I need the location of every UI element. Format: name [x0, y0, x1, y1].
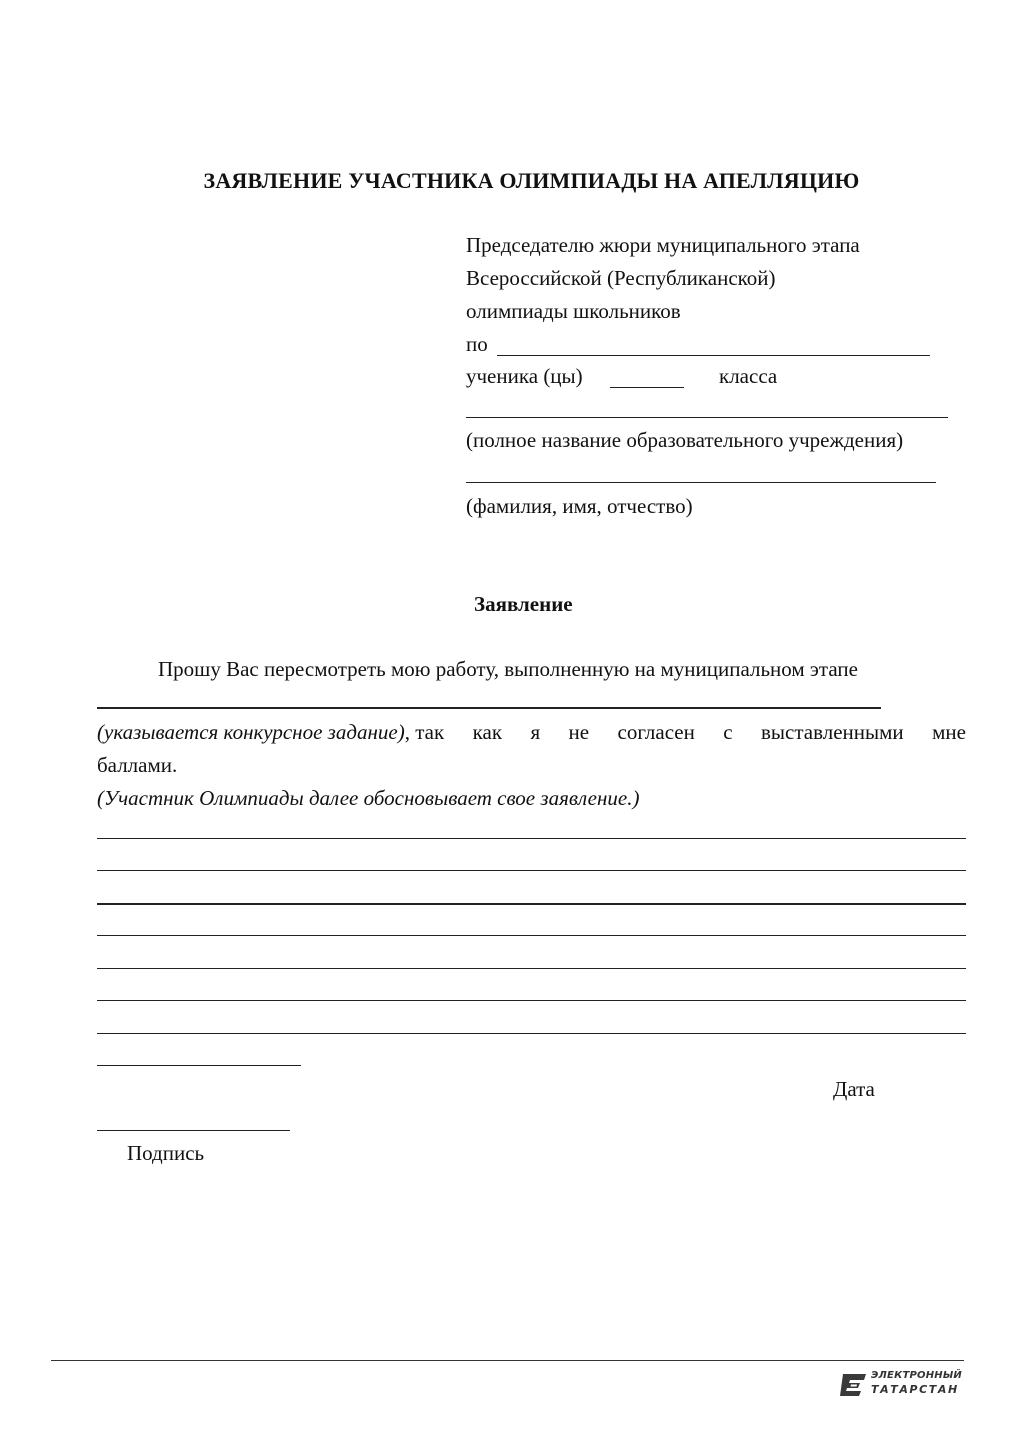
electronic-tatarstan-logo [838, 1370, 962, 1400]
class-blank-line[interactable] [610, 387, 684, 388]
justification-line[interactable] [97, 838, 966, 839]
date-blank-line[interactable] [97, 1065, 301, 1066]
addressee-line-1: Председателю жюри муниципального этапа [466, 233, 860, 257]
name-blank-line[interactable] [466, 482, 936, 483]
school-caption: (полное название образовательного учреждения) [466, 428, 904, 452]
logo-text-line-2: ТАТАРСТАН [871, 1383, 959, 1396]
justification-note: (Участник Олимпиады далее обосновывает свое заявление.) [97, 786, 640, 810]
subject-blank-line[interactable] [497, 355, 930, 356]
subject-prefix: по [466, 332, 488, 356]
footer-divider [51, 1360, 964, 1361]
request-text: Прошу Вас пересмотреть мою работу, выполненную на муниципальном этапе [158, 657, 858, 681]
logo-text-line-1: ЭЛЕКТРОННЫЙ [871, 1370, 962, 1381]
signature-label: Подпись [127, 1141, 205, 1165]
class-label: класса [719, 364, 778, 388]
justification-line[interactable] [97, 968, 966, 969]
reason-word: не [568, 720, 590, 744]
statement-heading: Заявление [474, 592, 573, 616]
student-label: ученика (цы) [466, 364, 583, 388]
reason-word: согласен [617, 720, 695, 744]
addressee-line-3: олимпиады школьников [466, 299, 681, 323]
signature-blank-line[interactable] [97, 1130, 290, 1131]
stage-blank-line[interactable] [97, 707, 881, 709]
reason-word: , так [404, 720, 445, 744]
document-title: ЗАЯВЛЕНИЕ УЧАСТНИКА ОЛИМПИАДЫ НА АПЕЛЛЯЦИЮ [203, 168, 860, 193]
reason-word: с [723, 720, 733, 744]
reason-end: баллами. [97, 753, 178, 777]
justification-line[interactable] [97, 1033, 966, 1034]
task-reason-row [97, 720, 966, 744]
reason-word: мне [932, 720, 966, 744]
school-blank-line[interactable] [466, 417, 948, 418]
justification-line[interactable] [97, 935, 966, 936]
addressee-line-2: Всероссийской (Республиканской) [466, 266, 776, 290]
reason-word: я [530, 720, 541, 744]
logo-mark-icon [838, 1372, 868, 1398]
reason-word: выставленными [761, 720, 904, 744]
name-caption: (фамилия, имя, отчество) [466, 494, 693, 518]
justification-line[interactable] [97, 903, 966, 905]
task-note: (указывается конкурсное задание) [97, 720, 405, 744]
date-label: Дата [833, 1077, 875, 1101]
justification-line[interactable] [97, 1000, 966, 1001]
justification-line[interactable] [97, 870, 966, 871]
reason-word: как [472, 720, 503, 744]
